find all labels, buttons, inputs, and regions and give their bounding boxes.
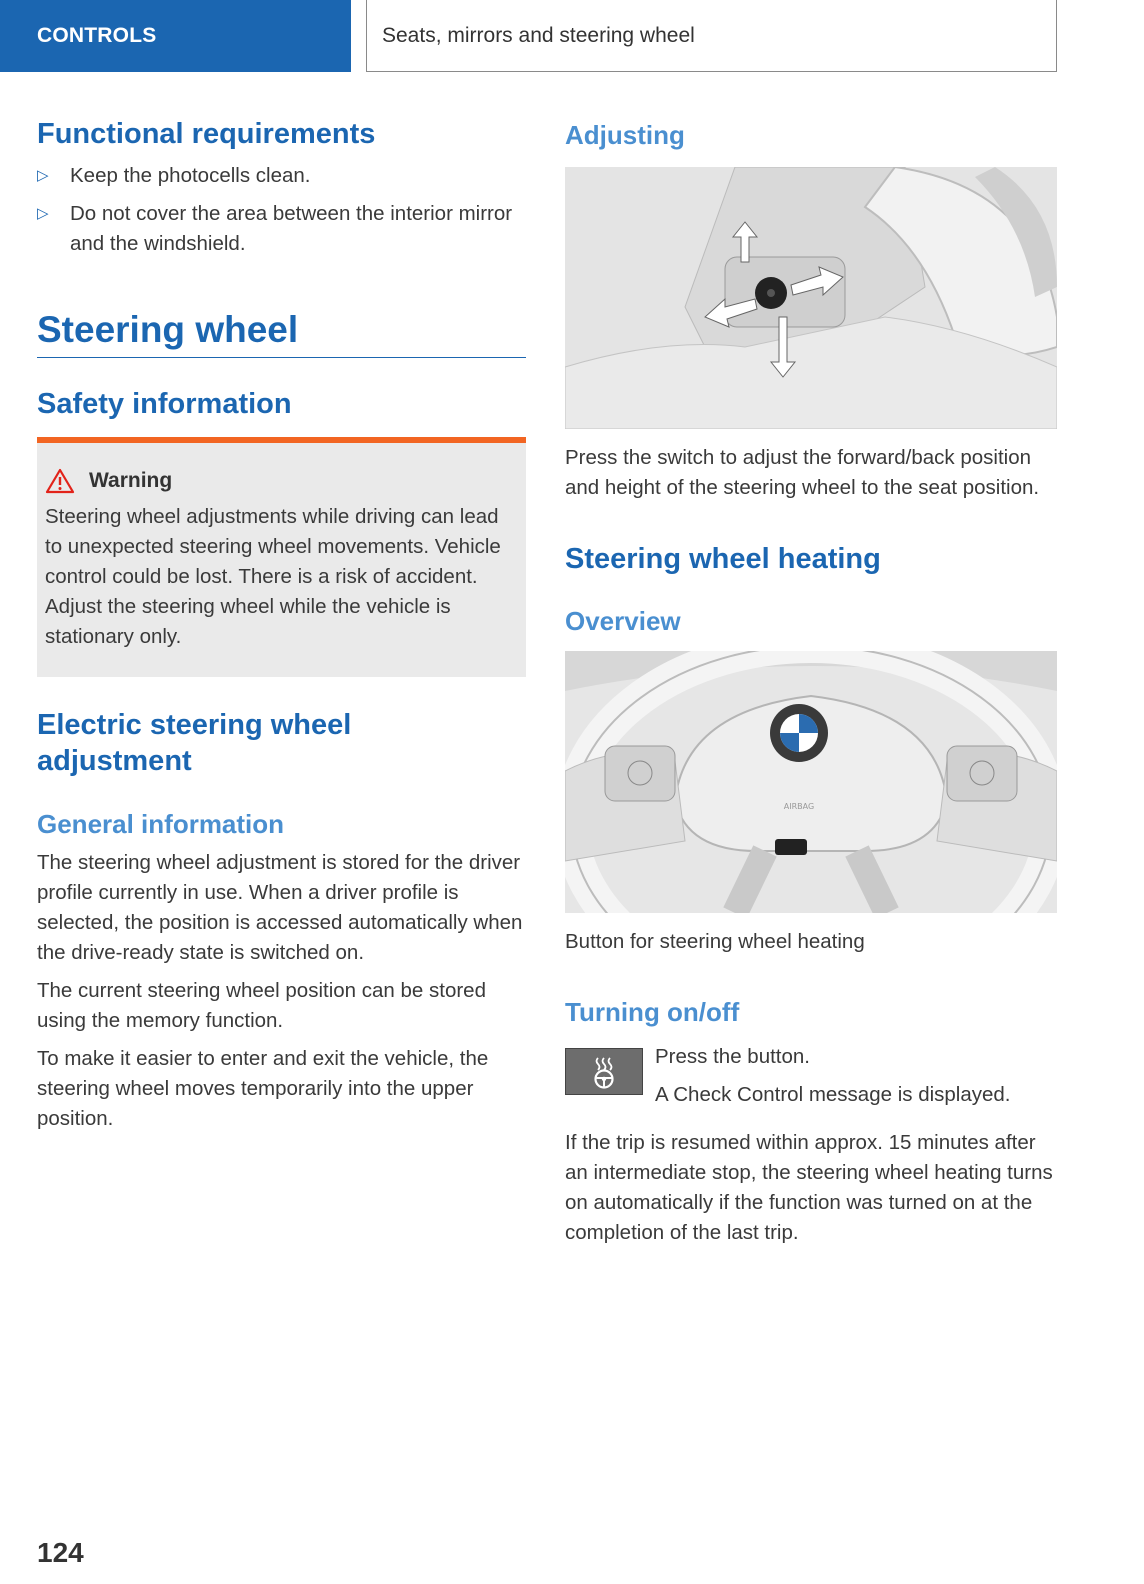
heated-steering-wheel-icon (587, 1055, 621, 1089)
list-item: ▷ Do not cover the area between the interior mirror and the windshield. (37, 199, 526, 259)
step-press-button: Press the button. (655, 1045, 810, 1068)
turning-heading: Turning on/off (565, 997, 740, 1027)
general-paragraph-2: The current steering wheel position can be stored using the memory function. (37, 979, 486, 1032)
page-title: Steering wheel (37, 309, 299, 350)
functional-requirements-heading: Functional requirements (37, 118, 376, 150)
electric-adjustment-heading: Electric steering wheel adjustment (37, 709, 352, 777)
heated-steering-wheel-button-icon (565, 1048, 643, 1095)
heating-button-row (565, 1042, 1057, 1110)
warning-header (45, 468, 518, 494)
adjusting-heading: Adjusting (565, 120, 685, 150)
overview-caption: Button for steering wheel heating (565, 930, 865, 953)
resume-paragraph: If the trip is resumed within approx. 15 minutes after an intermediate stop, the steering wheel heating turns on automatically if the function was turned on at the completion of the last trip. (565, 1131, 1053, 1244)
warning-triangle-icon (45, 468, 75, 494)
steering-wheel-title-block (37, 309, 526, 358)
section-tab (0, 0, 351, 72)
adjusting-caption: Press the switch to adjust the forward/back position and height of the steering wheel to the seat position. (565, 446, 1040, 499)
general-paragraph-3: To make it easier to enter and exit the vehicle, the steering wheel moves temporarily into the upper position. (37, 1047, 489, 1130)
overview-heading: Overview (565, 606, 681, 636)
general-paragraph-1: The steering wheel adjustment is stored for the driver profile currently in use. When a driver profile is selected, the position is accessed automatically when the drive-ready state is switched on. (37, 851, 523, 964)
left-column (37, 112, 526, 1134)
warning-text: Steering wheel adjustments while driving can lead to unexpected steering wheel movements. Vehicle control could be lost. There is a risk of accident. Adjust the steering wheel while the vehicle is stationary only. (45, 505, 501, 648)
adjust-switch-drawing (565, 167, 1057, 429)
list-item: ▷ Keep the photocells clean. (37, 161, 526, 191)
page-number: 124 (37, 1537, 84, 1568)
chapter-header (366, 0, 1057, 72)
bullet-triangle-icon: ▷ (37, 205, 49, 222)
warning-box (37, 437, 526, 677)
bullet-triangle-icon: ▷ (37, 167, 49, 184)
section-label: CONTROLS (37, 24, 157, 47)
steering-wheel-illustration (565, 651, 1057, 913)
heating-steps (655, 1042, 1011, 1110)
heating-heading: Steering wheel heating (565, 543, 881, 575)
steering-wheel-drawing (565, 651, 1057, 913)
adjust-switch-illustration (565, 167, 1057, 429)
general-information-heading: General information (37, 809, 285, 839)
safety-heading: Safety information (37, 388, 292, 420)
airbag-label: AIRBAG (783, 802, 815, 811)
requirements-list (37, 161, 526, 259)
chapter-title: Seats, mirrors and steering wheel (382, 23, 695, 47)
step-check-control: A Check Control message is displayed. (655, 1083, 1011, 1106)
right-column (565, 112, 1057, 1248)
warning-title: Warning (89, 469, 173, 492)
